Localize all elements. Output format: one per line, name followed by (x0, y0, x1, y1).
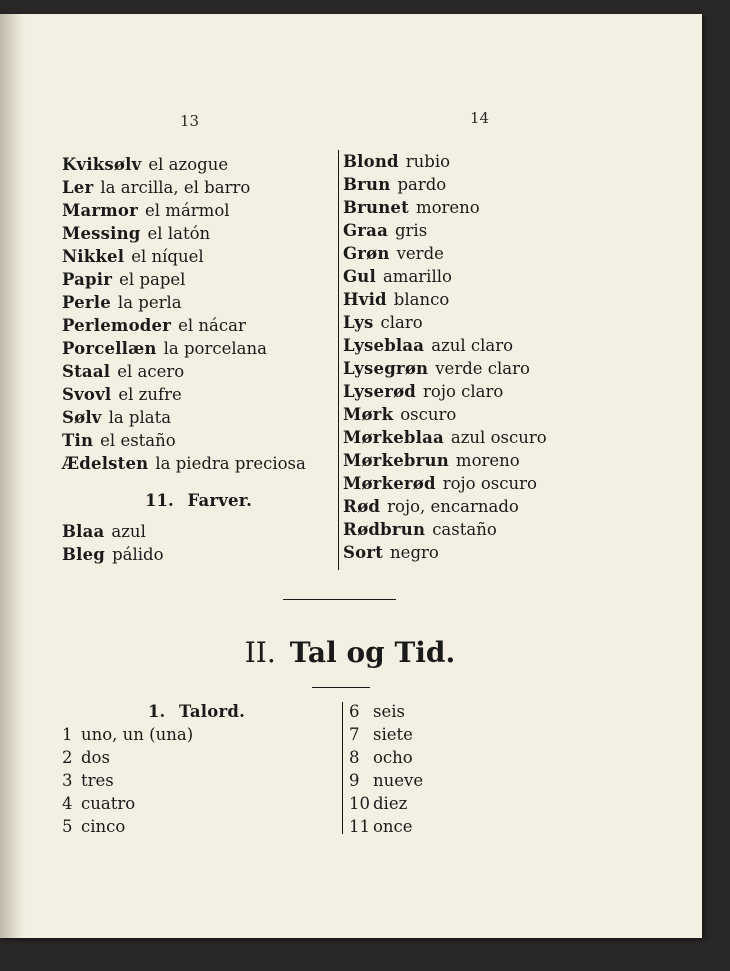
spanish-word: la porcelana (163, 339, 267, 358)
section-1-number: 1. (148, 702, 166, 721)
spanish-word: azul (111, 522, 146, 541)
number-row (349, 746, 423, 769)
numeral: 1 (62, 725, 73, 744)
number-word: once (373, 817, 413, 836)
danish-word: Mørkeblaa (343, 428, 444, 447)
number-word: diez (373, 794, 408, 813)
entry-row (62, 314, 306, 337)
number-word: cinco (81, 817, 126, 836)
entry-row (343, 449, 547, 472)
danish-word: Marmor (62, 201, 139, 220)
spanish-word: verde (396, 244, 444, 263)
entry-row (62, 222, 306, 245)
danish-word: Blond (343, 152, 399, 171)
spanish-word: la arcilla, el barro (100, 178, 251, 197)
danish-word: Graa (343, 221, 388, 240)
danish-word: Perlemoder (62, 316, 172, 335)
column-divider (338, 150, 339, 570)
danish-word: Sølv (62, 408, 102, 427)
spanish-word: blanco (393, 290, 450, 309)
spanish-word: la perla (117, 293, 182, 312)
entry-row (62, 452, 306, 475)
entry-row (62, 543, 164, 566)
entry-row (343, 196, 547, 219)
spanish-word: azul oscuro (450, 428, 547, 447)
entry-row (62, 429, 306, 452)
spanish-word: el latón (147, 224, 211, 243)
separator-rule (283, 599, 396, 600)
spanish-word: el acero (117, 362, 185, 381)
number-word: nueve (373, 771, 424, 790)
number-row (62, 815, 193, 838)
number-row (62, 769, 193, 792)
spanish-word: la plata (108, 408, 172, 427)
numeral: 4 (62, 794, 73, 813)
numeral: 6 (349, 702, 360, 721)
danish-word: Ler (62, 178, 94, 197)
section-1-heading (148, 702, 245, 721)
numbers-list-right (349, 700, 423, 838)
danish-word: Lysegrøn (343, 359, 429, 378)
spanish-word: moreno (455, 451, 520, 470)
entry-row (62, 520, 164, 543)
danish-word: Blaa (62, 522, 105, 541)
danish-word: Messing (62, 224, 141, 243)
danish-word: Gul (343, 267, 376, 286)
entry-row (62, 153, 306, 176)
spanish-word: el azogue (148, 155, 229, 174)
spanish-word: el papel (119, 270, 186, 289)
number-word: tres (81, 771, 114, 790)
entry-row (343, 495, 547, 518)
number-word: seis (373, 702, 405, 721)
number-row (349, 700, 423, 723)
number-word: ocho (373, 748, 413, 767)
danish-word: Perle (62, 293, 111, 312)
entry-row (62, 383, 306, 406)
section-11-number: 11. (145, 491, 174, 510)
entry-row (343, 472, 547, 495)
numeral: 2 (62, 748, 73, 767)
page-number-left: 13 (180, 112, 200, 130)
danish-word: Tin (62, 431, 94, 450)
entry-row (343, 173, 547, 196)
entry-row (62, 291, 306, 314)
materials-list (62, 153, 306, 475)
number-word: dos (81, 748, 110, 767)
danish-word: Lyserød (343, 382, 417, 401)
spanish-word: el mármol (145, 201, 230, 220)
spanish-word: el zufre (118, 385, 182, 404)
entry-row (62, 268, 306, 291)
danish-word: Lyseblaa (343, 336, 425, 355)
spanish-word: castaño (432, 520, 497, 539)
chapter-roman: II. (244, 636, 276, 669)
entry-row (62, 337, 306, 360)
danish-word: Ædelsten (62, 454, 149, 473)
entry-row (343, 334, 547, 357)
spanish-word: rubio (405, 152, 451, 171)
colors-list-left (62, 520, 164, 566)
entry-row (343, 357, 547, 380)
danish-word: Sort (343, 543, 384, 562)
entry-row (62, 360, 306, 383)
danish-word: Brun (343, 175, 391, 194)
number-row (349, 815, 423, 838)
entry-row (343, 403, 547, 426)
spanish-word: el estaño (100, 431, 176, 450)
spanish-word: rojo oscuro (442, 474, 537, 493)
numeral: 3 (62, 771, 73, 790)
spanish-word: azul claro (431, 336, 514, 355)
danish-word: Mørk (343, 405, 394, 424)
section-11-heading (145, 491, 252, 510)
spanish-word: oscuro (400, 405, 457, 424)
numbers-list-left (62, 723, 193, 838)
number-row (62, 723, 193, 746)
danish-word: Grøn (343, 244, 390, 263)
entry-row (343, 311, 547, 334)
danish-word: Mørkebrun (343, 451, 449, 470)
danish-word: Porcellæn (62, 339, 157, 358)
page-gutter (0, 14, 26, 938)
numbers-divider (342, 702, 343, 834)
numeral: 11 (349, 817, 370, 836)
entry-row (343, 242, 547, 265)
number-row (62, 746, 193, 769)
number-row (62, 792, 193, 815)
numeral: 8 (349, 748, 360, 767)
number-word: cuatro (81, 794, 136, 813)
page-number-right: 14 (470, 109, 490, 127)
spanish-word: la piedra preciosa (155, 454, 306, 473)
spanish-word: pálido (112, 545, 164, 564)
entry-row (343, 219, 547, 242)
spanish-word: rojo, encarnado (387, 497, 519, 516)
entry-row (62, 245, 306, 268)
entry-row (343, 380, 547, 403)
chapter-heading (230, 636, 470, 669)
spanish-word: negro (390, 543, 439, 562)
colors-list-right (343, 150, 547, 564)
numeral: 7 (349, 725, 360, 744)
danish-word: Staal (62, 362, 111, 381)
entry-row (343, 288, 547, 311)
danish-word: Hvid (343, 290, 387, 309)
danish-word: Nikkel (62, 247, 125, 266)
numeral: 5 (62, 817, 73, 836)
spanish-word: pardo (397, 175, 447, 194)
spanish-word: rojo claro (423, 382, 504, 401)
entry-row (343, 265, 547, 288)
spanish-word: el nácar (178, 316, 246, 335)
spanish-word: el níquel (131, 247, 204, 266)
entry-row (343, 541, 547, 564)
chapter-rule (312, 687, 370, 688)
entry-row (343, 518, 547, 541)
numeral: 9 (349, 771, 360, 790)
danish-word: Mørkerød (343, 474, 436, 493)
number-row (349, 769, 423, 792)
danish-word: Rødbrun (343, 520, 426, 539)
section-11-title: Farver. (187, 491, 253, 510)
numeral: 10 (349, 794, 370, 813)
danish-word: Papir (62, 270, 113, 289)
entry-row (343, 426, 547, 449)
number-word: uno, un (una) (81, 725, 194, 744)
spanish-word: claro (380, 313, 423, 332)
danish-word: Brunet (343, 198, 409, 217)
spanish-word: gris (394, 221, 428, 240)
spanish-word: moreno (415, 198, 480, 217)
danish-word: Rød (343, 497, 381, 516)
section-1-title: Talord. (178, 702, 246, 721)
number-row (349, 792, 423, 815)
entry-row (62, 406, 306, 429)
entry-row (343, 150, 547, 173)
danish-word: Lys (343, 313, 374, 332)
number-word: siete (373, 725, 413, 744)
number-row (349, 723, 423, 746)
danish-word: Bleg (62, 545, 106, 564)
chapter-title: Tal og Tid. (289, 636, 456, 669)
danish-word: Svovl (62, 385, 112, 404)
spanish-word: amarillo (382, 267, 452, 286)
spanish-word: verde claro (435, 359, 530, 378)
entry-row (62, 199, 306, 222)
danish-word: Kviksølv (62, 155, 142, 174)
entry-row (62, 176, 306, 199)
